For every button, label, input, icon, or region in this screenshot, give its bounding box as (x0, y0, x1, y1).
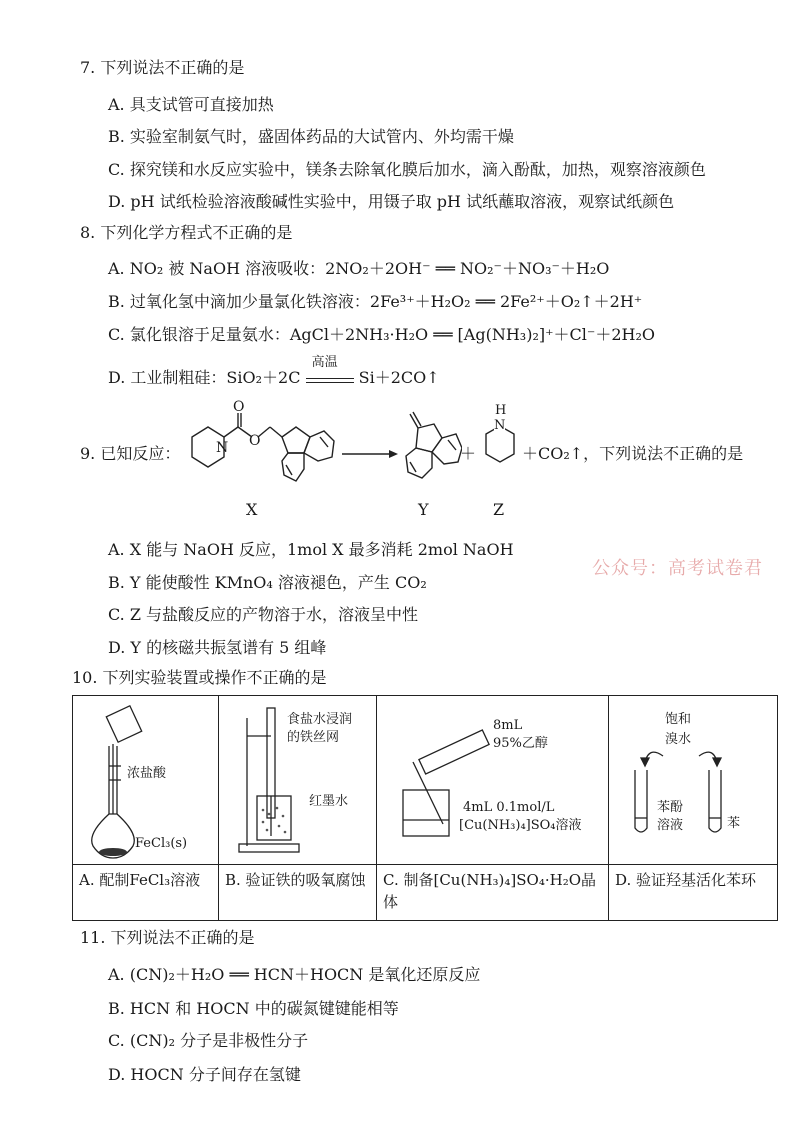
q8-title: 8. 下列化学方程式不正确的是 (80, 223, 293, 242)
reaction-arrow (342, 448, 398, 460)
q11-option-d: D. HOCN 分子间存在氢键 (108, 1065, 301, 1084)
q10-caption-c: C. 制备[Cu(NH₃)₄]SO₄·H₂O晶体 (377, 864, 608, 920)
label-4ml-conc: 4mL 0.1mol/L (463, 800, 555, 815)
q10-apparatus-table (72, 695, 778, 921)
q9-option-a: A. X 能与 NaOH 反应，1mol X 最多消耗 2mol NaOH (108, 540, 514, 559)
x-atom-o-carbonyl: O (233, 399, 245, 415)
q10-cell-b (219, 696, 377, 920)
label-solution: 溶液 (657, 818, 684, 833)
molecule-z-structure (480, 403, 520, 474)
q9-title-prefix: 9. 已知反应： (80, 444, 181, 463)
x-atom-o-ester: O (249, 433, 261, 449)
label-phenol: 苯酚 (657, 800, 684, 815)
q7-title: 7. 下列说法不正确的是 (80, 58, 245, 77)
label-cu-complex-solution: [Cu(NH₃)₄]SO₄溶液 (459, 818, 582, 833)
q10-caption-a: A. 配制FeCl₃溶液 (73, 864, 218, 920)
label-8ml: 8mL (493, 718, 523, 733)
q8-d-suffix: Si＋2CO↑ (358, 368, 440, 387)
q7-option-d: D. pH 试纸检验溶液酸碱性实验中，用镊子取 pH 试纸蘸取溶液，观察试纸颜色 (108, 192, 675, 211)
q10-cell-a (73, 696, 219, 920)
q11-title: 11. 下列说法不正确的是 (80, 928, 255, 947)
q8-option-a: A. NO₂ 被 NaOH 溶液吸收：2NO₂＋2OH⁻ ══ NO₂⁻＋NO₃⁻＋H₂O (108, 259, 610, 278)
z-atom-n: N (494, 418, 506, 433)
label-x: X (246, 500, 258, 519)
q11-option-c: C. (CN)₂ 分子是非极性分子 (108, 1031, 309, 1050)
q7-option-a: A. 具支试管可直接加热 (108, 95, 274, 114)
x-atom-n: N (216, 440, 229, 456)
q8-d-prefix: D. 工业制粗硅：SiO₂＋2C (108, 368, 301, 387)
label-z: Z (493, 500, 505, 519)
label-95-ethanol: 95%乙醇 (493, 736, 548, 751)
label-benzene: 苯 (727, 816, 741, 831)
label-red-ink: 红墨水 (309, 794, 349, 809)
label-saltwater-mesh-2: 的铁丝网 (287, 730, 340, 745)
q11-option-a: A. (CN)₂＋H₂O ══ HCN＋HOCN 是氧化还原反应 (108, 965, 481, 984)
q8-d-arrow (306, 355, 354, 383)
q8-d-condition: 高温 (311, 355, 338, 370)
q8-option-b: B. 过氧化氢中滴加少量氯化铁溶液：2Fe³⁺＋H₂O₂ ══ 2Fe²⁺＋O₂↑＋2H⁺ (108, 292, 643, 311)
q10-caption-b: B. 验证铁的吸氧腐蚀 (219, 864, 376, 920)
label-conc-hcl: 浓盐酸 (127, 766, 167, 781)
q7-option-b: B. 实验室制氨气时，盛固体药品的大试管内、外均需干燥 (108, 127, 514, 146)
q10-caption-d: D. 验证羟基活化苯环 (609, 864, 777, 920)
label-fecl3: FeCl₃(s) (135, 836, 188, 851)
q10-title: 10. 下列实验装置或操作不正确的是 (72, 668, 327, 687)
molecule-y-structure (392, 410, 462, 495)
q9-option-b: B. Y 能使酸性 KMnO₄ 溶液褪色，产生 CO₂ (108, 573, 427, 592)
q9-option-d: D. Y 的核磁共振氢谱有 5 组峰 (108, 638, 327, 657)
z-atom-h: H (495, 403, 507, 418)
q7-option-c: C. 探究镁和水反应实验中，镁条去除氧化膜后加水，滴入酚酞，加热，观察溶液颜色 (108, 160, 706, 179)
plus-sign-1: ＋ (460, 444, 477, 463)
q8-option-d (108, 355, 440, 389)
bromine-water-diagram (609, 696, 777, 864)
q10-cell-c (377, 696, 609, 920)
label-y: Y (418, 500, 429, 519)
watermark: 公众号：高考试卷君 (592, 558, 763, 579)
label-saltwater-mesh-1: 食盐水浸润 (287, 712, 353, 727)
label-bromine-water: 溴水 (665, 732, 692, 747)
q9-option-c: C. Z 与盐酸反应的产物溶于水，溶液呈中性 (108, 605, 419, 624)
q8-option-c: C. 氯化银溶于足量氨水：AgCl＋2NH₃·H₂O ══ [Ag(NH₃)₂]⁺＋Cl⁻＋2H₂O (108, 325, 656, 344)
q10-cell-d (609, 696, 777, 920)
molecule-x-structure (186, 399, 336, 497)
q9-title-suffix: ＋CO₂↑，下列说法不正确的是 (522, 444, 744, 463)
label-saturated: 饱和 (665, 712, 692, 727)
q11-option-b: B. HCN 和 HOCN 中的碳氮键键能相等 (108, 999, 399, 1018)
